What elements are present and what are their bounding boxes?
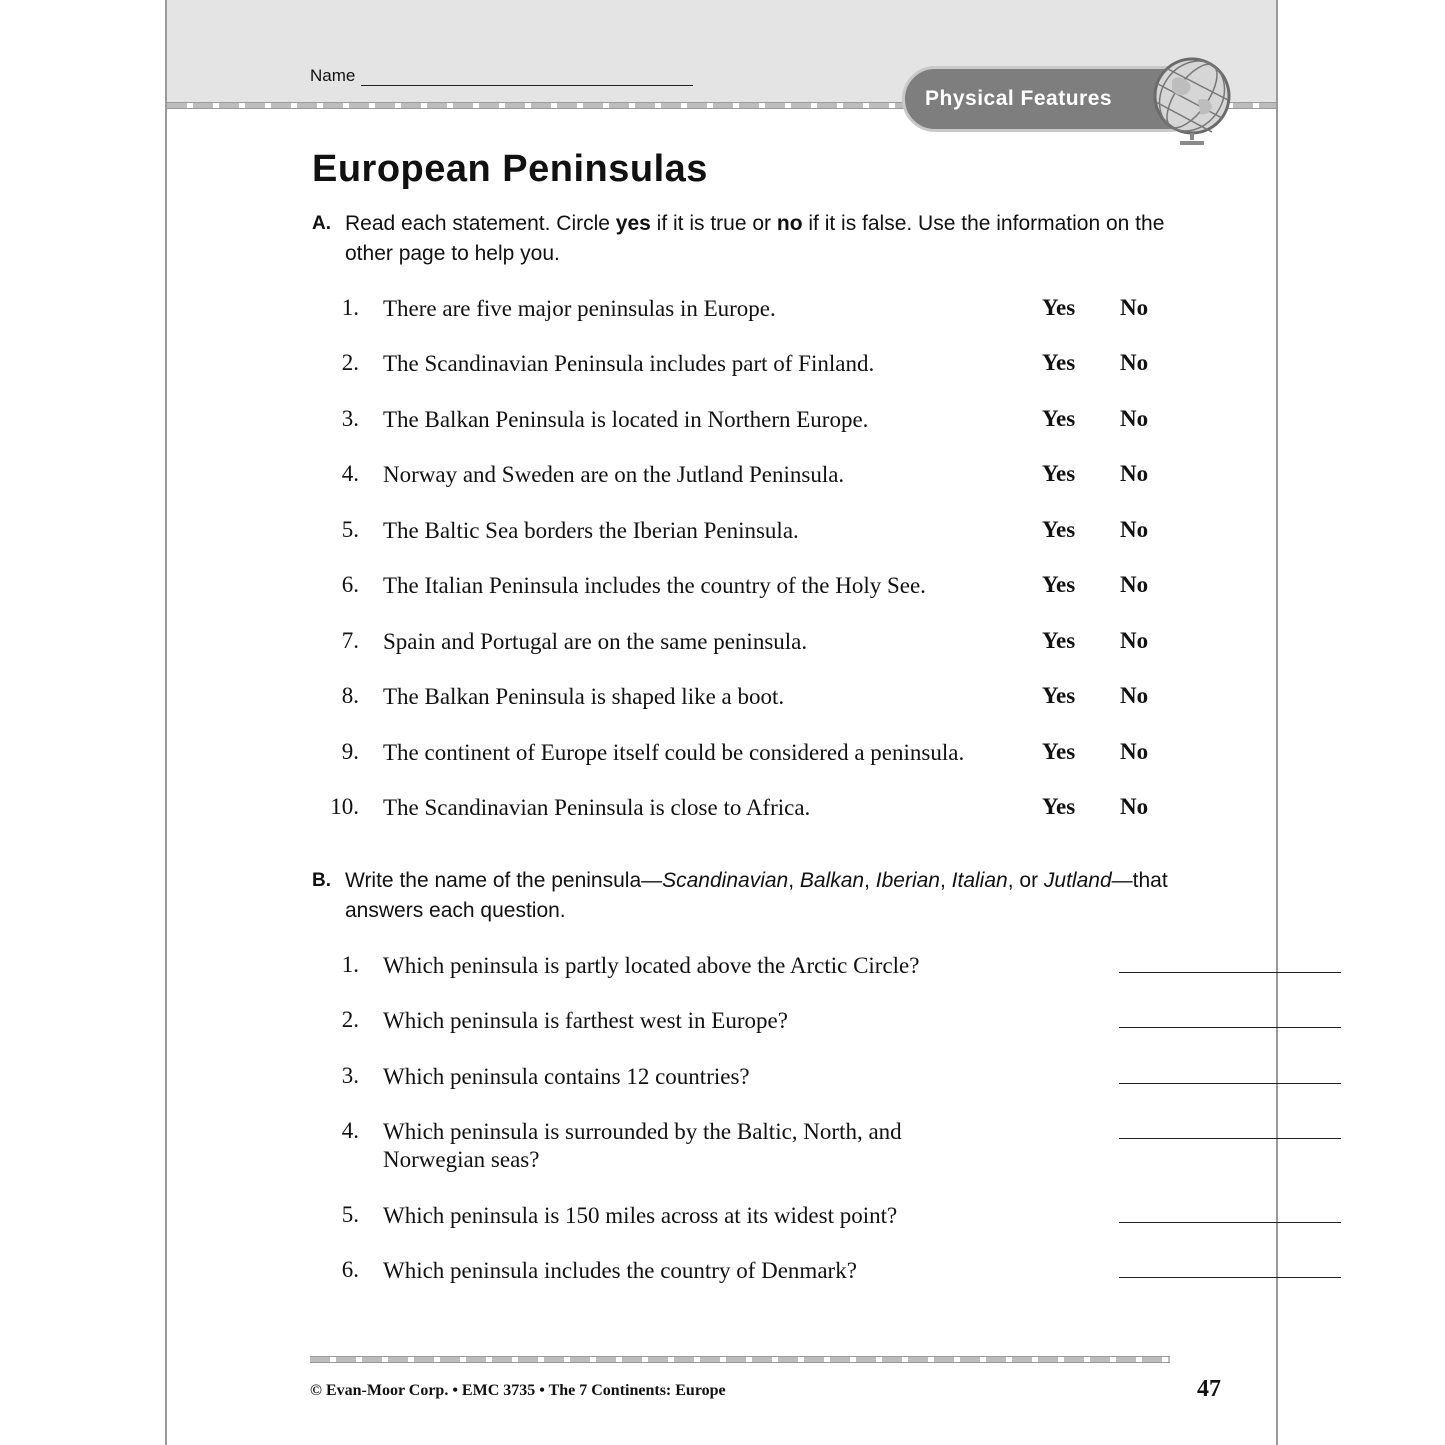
question-number: 3. xyxy=(341,1063,359,1088)
globe-icon xyxy=(1150,54,1234,148)
footer-credit: © Evan-Moor Corp. • EMC 3735 • The 7 Continents: Europe xyxy=(310,1382,726,1399)
yes-option[interactable]: Yes xyxy=(1042,572,1076,597)
question-number: 6. xyxy=(341,572,359,597)
option-jutland: Jutland xyxy=(1043,869,1112,892)
instr-b-text-1: Write the name of the peninsula— xyxy=(345,869,663,892)
question-text: The Balkan Peninsula is located in Northern Europe. xyxy=(383,407,869,432)
separator: , xyxy=(864,869,876,892)
option-italian: Italian xyxy=(951,869,1008,892)
question-text: Norway and Sweden are on the Jutland Peninsula. xyxy=(383,462,845,487)
no-option[interactable]: No xyxy=(1120,350,1149,375)
name-field[interactable] xyxy=(361,71,693,86)
answer-field[interactable] xyxy=(1119,972,1341,973)
separator: , xyxy=(788,869,800,892)
no-option[interactable]: No xyxy=(1120,739,1149,764)
no-option[interactable]: No xyxy=(1120,683,1149,708)
answer-field[interactable] xyxy=(1119,1083,1341,1084)
separator: , xyxy=(940,869,952,892)
section-b-instructions xyxy=(312,866,1172,926)
answer-field[interactable] xyxy=(1119,1027,1341,1028)
question-number: 8. xyxy=(341,683,359,708)
badge-label: Physical Features xyxy=(925,87,1113,110)
section-a-letter: A. xyxy=(312,213,331,234)
question-text: The Scandinavian Peninsula is close to Africa. xyxy=(383,795,811,820)
question-text: Which peninsula contains 12 countries? xyxy=(383,1064,750,1089)
question-number: 6. xyxy=(341,1257,359,1282)
instr-a-text-2: if it is true or xyxy=(650,212,777,235)
question-text: Spain and Portugal are on the same peninsula. xyxy=(383,629,808,654)
no-option[interactable]: No xyxy=(1120,794,1149,819)
question-number: 2. xyxy=(341,1007,359,1032)
question-text: Which peninsula includes the country of Denmark? xyxy=(383,1258,857,1283)
question-text: The continent of Europe itself could be considered a peninsula. xyxy=(383,740,965,765)
option-balkan: Balkan xyxy=(799,869,865,892)
question-text: The Italian Peninsula includes the country of the Holy See. xyxy=(383,573,926,598)
yes-option[interactable]: Yes xyxy=(1042,683,1076,708)
yes-option[interactable]: Yes xyxy=(1042,461,1076,486)
footer-divider xyxy=(310,1356,1170,1363)
yes-option[interactable]: Yes xyxy=(1042,739,1076,764)
yes-option[interactable]: Yes xyxy=(1042,350,1076,375)
question-text: Which peninsula is partly located above the Arctic Circle? xyxy=(383,953,920,978)
page-title: European Peninsulas xyxy=(312,148,708,190)
question-text: The Scandinavian Peninsula includes part of Finland. xyxy=(383,351,875,376)
question-text: The Baltic Sea borders the Iberian Peninsula. xyxy=(383,518,799,543)
yes-option[interactable]: Yes xyxy=(1042,794,1076,819)
yes-option[interactable]: Yes xyxy=(1042,406,1076,431)
question-number: 4. xyxy=(341,1118,359,1143)
question-number: 9. xyxy=(341,739,359,764)
page-number: 47 xyxy=(1197,1376,1221,1402)
yes-option[interactable]: Yes xyxy=(1042,628,1076,653)
question-text: Which peninsula is surrounded by the Baltic, North, and Norwegian seas? xyxy=(383,1119,902,1172)
section-b-letter: B. xyxy=(312,870,331,891)
question-number: 7. xyxy=(341,628,359,653)
question-number: 10. xyxy=(330,794,359,819)
question-number: 1. xyxy=(341,295,359,320)
question-text: There are five major peninsulas in Europe. xyxy=(383,296,776,321)
no-option[interactable]: No xyxy=(1120,406,1149,431)
instr-a-text-3: if it is false. Use the information on the other page to help you. xyxy=(345,212,1165,265)
no-option[interactable]: No xyxy=(1120,572,1149,597)
separator: , or xyxy=(1007,869,1044,892)
instr-a-yes: yes xyxy=(615,212,651,235)
answer-field[interactable] xyxy=(1119,1222,1341,1223)
instr-a-no: no xyxy=(776,212,803,235)
no-option[interactable]: No xyxy=(1120,295,1149,320)
answer-field[interactable] xyxy=(1119,1138,1341,1139)
question-number: 4. xyxy=(341,461,359,486)
question-number: 5. xyxy=(341,1202,359,1227)
question-text: Which peninsula is 150 miles across at its widest point? xyxy=(383,1203,898,1228)
question-number: 2. xyxy=(341,350,359,375)
question-text: Which peninsula is farthest west in Europe? xyxy=(383,1008,788,1033)
option-iberian: Iberian xyxy=(875,869,940,892)
section-a-instructions xyxy=(312,209,1172,269)
question-number: 5. xyxy=(341,517,359,542)
name-row xyxy=(310,66,693,86)
question-number: 3. xyxy=(341,406,359,431)
no-option[interactable]: No xyxy=(1120,461,1149,486)
no-option[interactable]: No xyxy=(1120,628,1149,653)
yes-option[interactable]: Yes xyxy=(1042,295,1076,320)
worksheet-page xyxy=(165,0,1278,1445)
instr-b-text-2: —that answers each question. xyxy=(345,869,1168,922)
yes-option[interactable]: Yes xyxy=(1042,517,1076,542)
question-number: 1. xyxy=(341,952,359,977)
name-label: Name xyxy=(310,66,356,85)
answer-field[interactable] xyxy=(1119,1277,1341,1278)
no-option[interactable]: No xyxy=(1120,517,1149,542)
instr-a-text-1: Read each statement. Circle xyxy=(345,212,616,235)
question-text: The Balkan Peninsula is shaped like a boot. xyxy=(383,684,785,709)
option-scandinavian: Scandinavian xyxy=(662,869,789,892)
